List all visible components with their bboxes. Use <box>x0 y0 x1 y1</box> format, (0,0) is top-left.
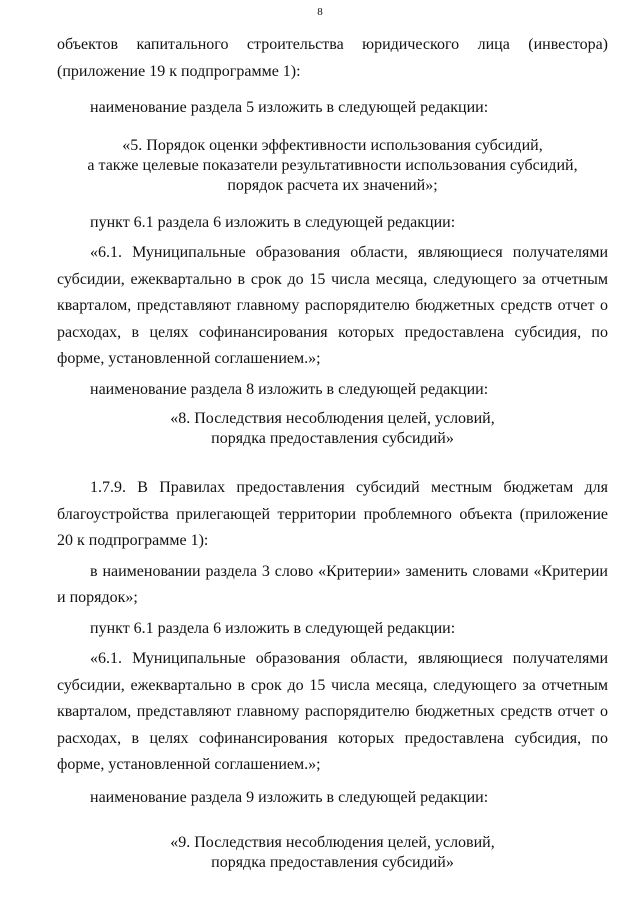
paragraph-1-7-9: 1.7.9. В Правилах предоставления субсидий местным бюджетам для благоустройства прилегающей территории проблемного объекта (приложение 20 к подпрограмме 1): <box>57 479 608 549</box>
paragraph-point61-text-2: «6.1. Муниципальные образования области, являющиеся получателями субсидии, ежеквартально в срок до 15 числа месяца, следующего за отчетным кварталом, представляют главному распорядителю бюджетных средств отчет о расходах, в целях софинансирования которых предоставлена субсидия, по форме, установленной соглашением.»; <box>57 650 608 773</box>
quoted-heading-section5 <box>57 136 608 196</box>
heading-line: «5. Порядок оценки эффективности использования субсидий, <box>122 136 543 154</box>
paragraph-point61-intro-2: пункт 6.1 раздела 6 изложить в следующей редакции: <box>90 619 456 637</box>
heading-line: а также целевые показатели результативности использования субсидий, <box>87 156 578 174</box>
paragraph-section8-rename: наименование раздела 8 изложить в следующей редакции: <box>90 380 489 398</box>
quoted-heading-section9 <box>57 833 608 873</box>
heading-line: порядка предоставления субсидий» <box>211 430 454 447</box>
heading-line: порядка предоставления субсидий» <box>211 854 454 871</box>
paragraph-continuation: объектов капитального строительства юридического лица (инвестора) (приложение 19 к подпрограмме 1): <box>57 36 608 80</box>
heading-line: «9. Последствия несоблюдения целей, условий, <box>170 834 495 851</box>
paragraph-section5-rename: наименование раздела 5 изложить в следующей редакции: <box>90 99 489 116</box>
paragraph-section9-rename: наименование раздела 9 изложить в следующей редакции: <box>90 788 489 806</box>
paragraph-point61-intro: пункт 6.1 раздела 6 изложить в следующей редакции: <box>90 213 456 231</box>
page-number: 8 <box>317 6 323 18</box>
paragraph-point61-text: «6.1. Муниципальные образования области, являющиеся получателями субсидии, ежеквартально в срок до 15 числа месяца, следующего за отчетным кварталом, представляют главному распорядителю бюджетных средств отчет о расходах, в целях софинансирования которых предоставлена субсидия, по форме, установленной соглашением.»; <box>57 244 608 367</box>
paragraph-section3-rename: в наименовании раздела 3 слово «Критерии» заменить словами «Критерии и порядок»; <box>57 562 608 606</box>
heading-line: «8. Последствия несоблюдения целей, условий, <box>170 410 495 427</box>
heading-line: порядок расчета их значений»; <box>227 176 438 194</box>
document-body <box>57 32 608 873</box>
quoted-heading-section8 <box>57 409 608 449</box>
